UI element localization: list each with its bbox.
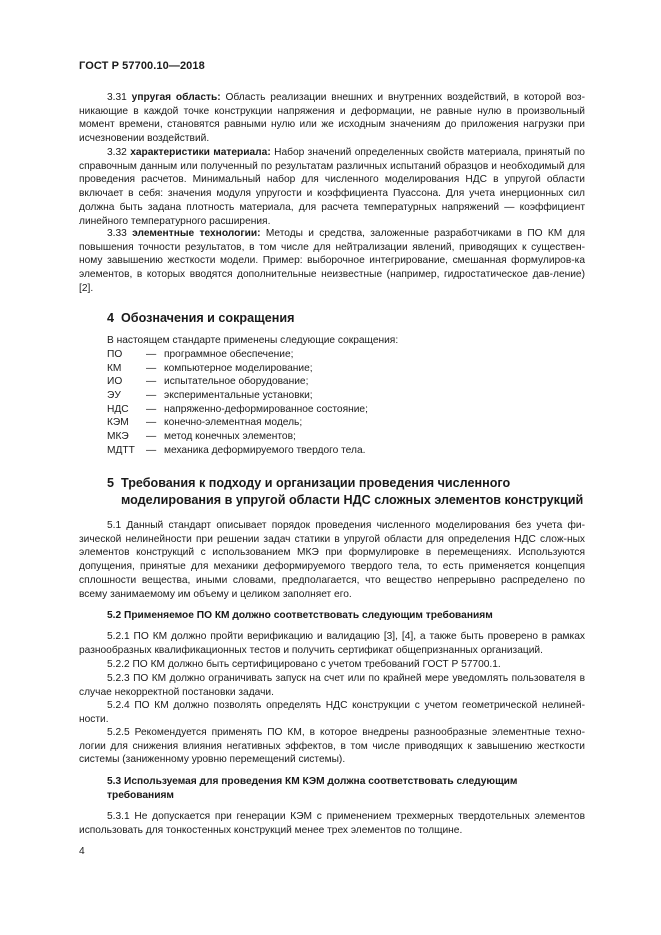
list-item — [107, 362, 368, 376]
list-item — [107, 375, 368, 389]
dash: — — [146, 390, 157, 402]
abbreviation: КЭМ — [107, 417, 129, 429]
term-number: 3.32 — [107, 147, 127, 158]
abbreviation-meaning: испытательное оборудование; — [164, 376, 309, 388]
section-title-line-1: Требования к подходу и организации проведения численного — [121, 476, 511, 490]
term-definition: Набор значений определенных свойств материала, принятый по справочным данным или полученный по результатам различных испытаний образцов и необходимый для проведения расчетов. Минимальный набор для численного моделирования НДС в упругой области включает в себя: значения модуля упругости и коэффициента Пуассона. Для учета инерционных сил должна быть задана плотность материала, для расчета температурных напряжений — коэффициент линейного температурного расширения. — [79, 147, 585, 227]
paragraph-5-1: 5.1 Данный стандарт описывает порядок проведения численного моделирования без учета фи-зической нелинейности при решении задач статики в упругой области для определения НДС слож-ных элементов конструкций с использованием МКЭ при формулировке в перемещениях. Используются допущения, принятые для механики деформируемого твердого тела, то есть применяется концепция сплошности вещества, иными словами, предполагается, что вещество непрерывно распределено по всему занимаемому им объему и целиком заполняет его. — [79, 520, 585, 600]
abbreviation: ИО — [107, 376, 123, 388]
dash: — — [146, 403, 157, 415]
section-title-line-2: моделирования в упругой области НДС сложных элементов конструкций — [121, 493, 584, 507]
term-title: характеристики материала: — [130, 147, 271, 158]
paragraph-5-2-1: 5.2.1 ПО КМ должно пройти верификацию и валидацию [3], [4], а также быть проверено в рамках разнообразных квалификационных тестов и получить сертификат общепризнанных организаций. — [79, 631, 585, 656]
abbreviation-meaning: метод конечных элементов; — [164, 431, 296, 443]
term-number: 3.31 — [107, 92, 127, 103]
term-definition: Методы и средства, заложенные разработчиками в ПО КМ для повышения точности результатов, в том числе для нейтрализации явлений, приводящих к существен-ному завышению жесткости модели. Пример: выборочное интегрирование, смешанная формулиров-ка элементов, в которых вводятся дополнительные неизвестные (например, гидростатическое дав-ление) [2]. — [79, 228, 585, 294]
subsection-5-3-heading — [107, 775, 585, 802]
abbreviation-meaning: механика деформируемого твердого тела. — [164, 444, 366, 456]
section-number: 5 — [107, 476, 115, 490]
term-definition: Область реализации внешних и внутренних воздействий, в которой воз-никающие в каждой точке конструкции напряжения и деформации, не равные нулю в произвольный момент времени, становятся равными нулю или же исходным значениям до приложения нагрузки при исчезновении воздействий. — [79, 92, 585, 145]
section-4-heading — [107, 310, 294, 327]
list-item — [107, 416, 368, 430]
abbreviation-meaning: программное обеспечение; — [164, 349, 294, 360]
standard-header: ГОСТ Р 57700.10—2018 — [79, 60, 205, 72]
paragraph-5-2-2: 5.2.2 ПО КМ должно быть сертифицировано с учетом требований ГОСТ Р 57700.1. — [107, 659, 501, 670]
list-item — [107, 430, 368, 444]
abbreviation-meaning: конечно-элементная модель; — [164, 417, 303, 429]
paragraph-5-2-5: 5.2.5 Рекомендуется применять ПО КМ, в которое внедрены разнообразные элементные техно-логии для снижения влияния негативных эффектов, в том числе приводящих к завышению жесткости системы (заниженному уровню перемещений системы). — [79, 727, 585, 766]
abbreviation: КМ — [107, 362, 122, 374]
subsection-5-2-heading: 5.2 Применяемое ПО КМ должно соответствовать следующим требованиям — [107, 610, 493, 621]
term-number: 3.33 — [107, 228, 127, 239]
list-item — [107, 403, 368, 417]
abbreviation: НДС — [107, 403, 129, 415]
subsection-title-line-1: 5.3 Используемая для проведения КМ КЭМ должна соответствовать следующим — [107, 776, 518, 787]
section-number: 4 — [107, 311, 115, 325]
dash: — — [146, 444, 157, 456]
page-number: 4 — [79, 846, 85, 857]
paragraph-5-2-4: 5.2.4 ПО КМ должно позволять определять НДС конструкции с учетом геометрической нелиней-ности. — [79, 700, 585, 725]
list-item — [107, 389, 368, 403]
section-5-heading-cont — [121, 492, 583, 509]
dash: — — [146, 349, 157, 360]
section-title: Обозначения и сокращения — [121, 311, 295, 325]
paragraph-5-3-1: 5.3.1 Не допускается при генерации КЭМ с применением трехмерных твердотельных элементов использовать для тонкостенных конструкций менее трех элементов по толщине. — [79, 811, 585, 836]
abbreviations-intro: В настоящем стандарте применены следующие сокращения: — [107, 335, 399, 346]
term-title: упругая область: — [131, 92, 221, 103]
dash: — — [146, 417, 157, 429]
list-item — [107, 444, 368, 458]
dash: — — [146, 376, 157, 388]
term-3-32 — [79, 146, 585, 228]
term-3-33 — [79, 227, 585, 296]
paragraph-5-2-3: 5.2.3 ПО КМ должно ограничивать запуск на счет или по крайней мере уведомлять пользователя в случае некорректной постановки задачи. — [79, 673, 585, 698]
abbreviation: ЭУ — [107, 390, 121, 402]
abbreviation-meaning: компьютерное моделирование; — [164, 362, 313, 374]
abbreviation-meaning: напряженно-деформированное состояние; — [164, 403, 368, 415]
dash: — — [146, 431, 157, 443]
abbreviation: МДТТ — [107, 444, 135, 456]
abbreviation: МКЭ — [107, 431, 129, 443]
dash: — — [146, 362, 157, 374]
list-item — [107, 348, 368, 362]
abbreviations-list — [107, 348, 368, 458]
term-title: элементные технологии: — [132, 228, 261, 239]
abbreviation-meaning: экспериментальные установки; — [164, 390, 313, 402]
abbreviation: ПО — [107, 349, 123, 360]
term-3-31 — [79, 91, 585, 146]
section-5-heading — [107, 475, 510, 492]
subsection-title-line-2: требованиям — [107, 789, 174, 801]
